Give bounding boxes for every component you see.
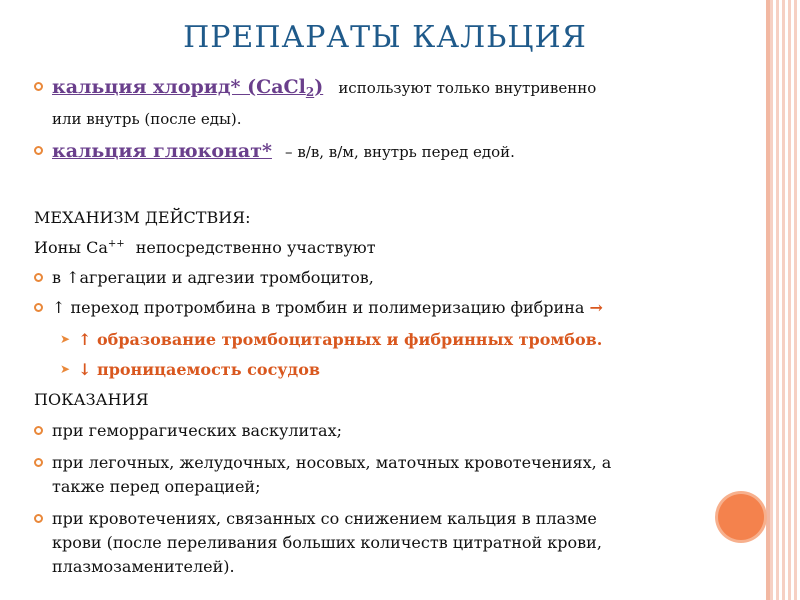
indication-3-line-2: крови (после переливания больших количеств цитратной крови, (52, 533, 602, 552)
indication-3-line-1: при кровотечениях, связанных со снижением кальция в плазме (52, 509, 597, 528)
mechanism-item-1: в ↑агрегации и адгезии тромбоцитов, (52, 268, 374, 287)
indications-heading: ПОКАЗАНИЯ (34, 390, 149, 409)
mechanism-heading: МЕХАНИЗМ ДЕЙСТВИЯ: (34, 208, 251, 227)
ring-bullet (34, 514, 43, 523)
mechanism-arrow: → (589, 298, 603, 317)
drug-desc-1-cont: или внутрь (после еды). (52, 110, 242, 128)
ring-bullet (34, 273, 43, 282)
drug-line-1 (52, 76, 596, 99)
indication-2-line-1: при легочных, желудочных, носовых, маточных кровотечениях, а (52, 453, 612, 472)
mechanism-intro-sup: ++ (107, 238, 125, 250)
slide-title: ПРЕПАРАТЫ КАЛЬЦИЯ (183, 20, 587, 55)
mechanism-result-2: ↓ проницаемость сосудов (78, 360, 320, 379)
mechanism-item-2: ↑ переход протромбина в тромбин и полимеризацию фибрина (52, 298, 585, 317)
mechanism-intro-a: Ионы Са (34, 238, 108, 257)
drug-sub-1: 2 (305, 85, 315, 99)
indication-1: при геморрагических васкулитах; (52, 421, 342, 440)
drug-name-2: кальция глюконат* (52, 140, 272, 162)
decorative-circle (718, 494, 764, 540)
drug-desc-2: – в/в, в/м, внутрь перед едой. (285, 143, 515, 161)
arrow-bullet: ➤ (60, 332, 71, 346)
ring-bullet (34, 82, 43, 91)
mechanism-result-1: ↑ образование тромбоцитарных и фибринных тромбов. (78, 330, 603, 349)
indication-3-line-3: плазмозаменителей). (52, 557, 235, 576)
ring-bullet (34, 146, 43, 155)
indication-2-line-2: также перед операцией; (52, 477, 261, 496)
drug-desc-1: используют только внутривенно (338, 79, 597, 97)
mechanism-item-2-line (52, 298, 603, 317)
border-stripes (770, 0, 800, 600)
arrow-bullet: ➤ (60, 362, 71, 376)
mechanism-intro (34, 238, 376, 257)
mechanism-intro-b: непосредственно участвуют (135, 238, 376, 257)
drug-close-1: ) (314, 76, 324, 98)
drug-line-2 (52, 140, 515, 162)
ring-bullet (34, 458, 43, 467)
ring-bullet (34, 303, 43, 312)
ring-bullet (34, 426, 43, 435)
drug-name-1: кальция хлорид* (CaCl (52, 76, 306, 98)
